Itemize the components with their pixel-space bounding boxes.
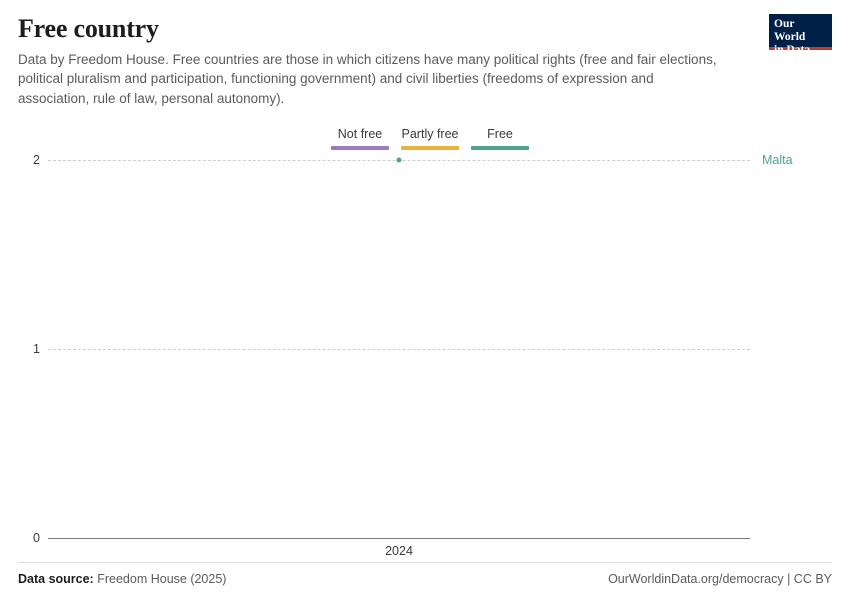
owid-logo[interactable] [769,14,832,56]
attribution-link[interactable]: OurWorldinData.org/democracy | CC BY [608,572,832,586]
plot-wrapper [18,152,832,560]
legend-item-label: Not free [337,126,383,141]
series-label-malta[interactable]: Malta [762,152,793,167]
x-axis-line [48,538,750,539]
data-source-value: Freedom House (2025) [97,572,227,586]
legend-item-label: Free [487,126,513,141]
data-source-label: Data source: [18,572,94,586]
legend-item-label: Partly free [401,126,459,141]
chart-header [18,14,832,109]
plot-area [33,152,793,558]
owid-logo-line1: Our World [774,18,806,43]
legend-swatch [471,146,529,150]
chart-footer [18,562,832,586]
legend-item[interactable] [395,127,465,150]
y-axis-tick-label: 1 [33,341,40,356]
chart-legend [18,127,832,150]
chart-subtitle: Data by Freedom House. Free countries are those in which citizens have many political rights (free and fair elections, political pluralism and participation, functioning government) and civil liberties (freedoms of expression and association, rule of law, personal autonomy). [18,51,717,107]
data-source [18,572,226,586]
legend-swatch [331,146,389,150]
y-axis-tick-label: 0 [33,530,40,545]
y-axis-tick-label: 2 [33,152,40,167]
legend-item[interactable] [465,127,535,150]
owid-logo-line2: in Data [774,44,811,56]
gridline [48,349,750,350]
x-axis-tick-label: 2024 [385,543,413,558]
legend-item[interactable] [325,127,395,150]
page-title: Free country [18,14,159,43]
data-point[interactable] [397,157,402,162]
legend-swatch [401,146,459,150]
